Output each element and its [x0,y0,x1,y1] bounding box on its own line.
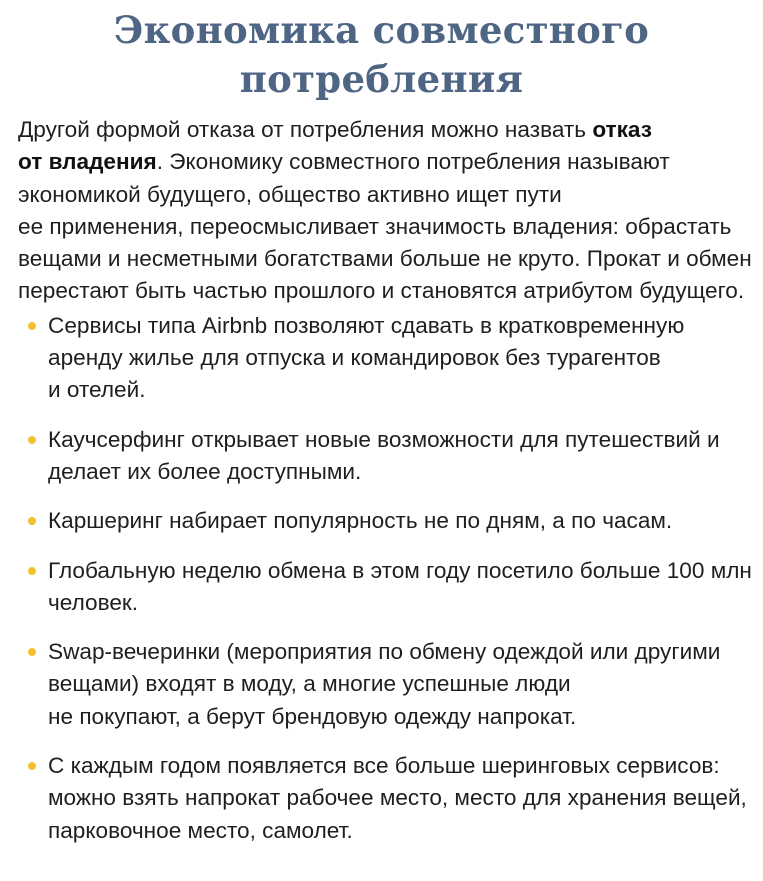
list-item [0,310,753,407]
title-line-1: Экономика совместного [113,8,650,52]
intro-text-1: Другой формой отказа от потребления можно назвать [18,117,593,142]
list-item-text: Swap-вечеринки (мероприятия по обмену одеждой или другими вещами) входят в моду, а многие успешные люди [48,639,721,697]
list-item-text: С каждым годом появляется все больше шеринговых сервисов: можно взять напрокат рабочее место, место для хранения вещей, парковочное место, самолет. [48,753,747,843]
bullet-dot-icon [28,567,36,575]
bullet-dot-icon [28,648,36,656]
list-item-text: Глобальную неделю обмена в этом году посетило больше 100 млн человек. [48,557,752,615]
list-item [0,750,753,847]
intro-bold-2: от владения [18,149,157,175]
list-item [0,636,753,733]
list-item-text: Сервисы типа Airbnb позволяют сдавать в кратковременную аренду жилье для отпуска и командировок без турагентов [48,312,685,371]
intro-text-2: . Экономику совместного потребления называют экономикой будущего, общество активно ищет пути [18,149,670,207]
title-line-2: потребления [239,57,524,101]
list-item-text: и отелей. [48,377,146,403]
list-item-text: не покупают, а берут брендовую одежду напрокат. [48,703,577,729]
bullet-list [0,310,763,847]
intro-paragraph [18,114,753,308]
page-title [0,0,763,104]
list-item-text: Каучсерфинг открывает новые возможности для путешествий и делает их более доступными. [48,426,720,484]
list-item [0,505,753,537]
intro-bold-1: отказ [592,117,652,142]
list-item-text: Каршеринг набирает популярность не по дням, а по часам. [48,508,673,534]
bullet-dot-icon [28,762,36,770]
list-item [0,555,753,620]
intro-text-3: ее применения, переосмысливает значимость владения: обрастать вещами и несметными богатствами больше не круто. Прокат и обмен перестают быть частью прошлого и становятся атрибутом будущего. [18,213,752,304]
list-item [0,424,753,489]
bullet-dot-icon [28,436,36,444]
bullet-dot-icon [28,517,36,525]
bullet-dot-icon [28,322,36,330]
